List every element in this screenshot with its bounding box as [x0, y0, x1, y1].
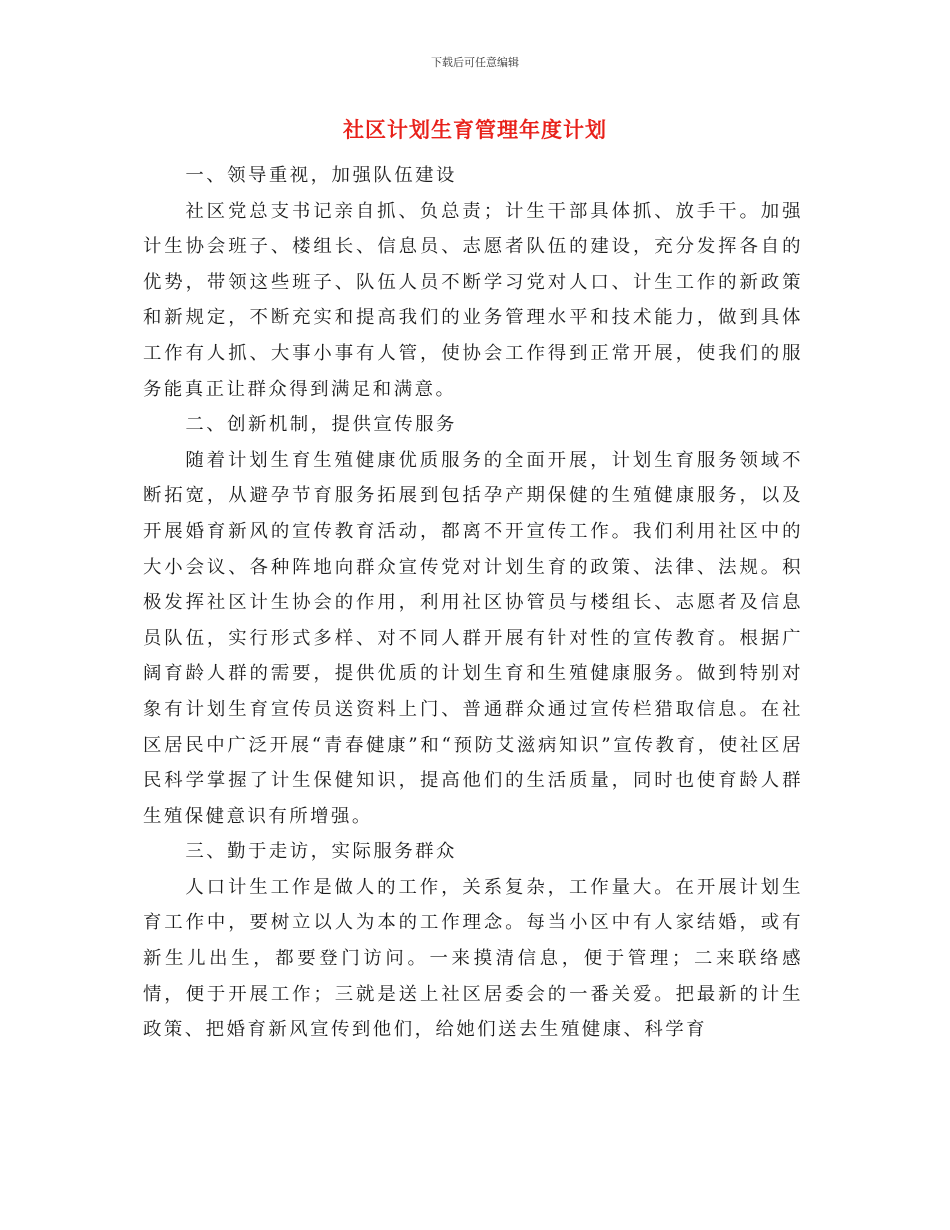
document-body [143, 158, 803, 1048]
header-note: 下载后可任意编辑 [431, 56, 519, 69]
section-heading-1: 一、领导重视，加强队伍建设 [185, 165, 457, 186]
section-heading-3: 三、勤于走访，实际服务群众 [185, 841, 457, 863]
paragraph-3: 人口计生工作是做人的工作，关系复杂，工作量大。在开展计划生育工作中，要树立以人为本的工作理念。每当小区中有人家结婚，或有新生儿出生，都要登门访问。一来摸清信息，便于管理；二来联络感情，便于开展工作；三就是送上社区居委会的一番关爱。把最新的计生政策、把婚育新风宣传到他们，给她们送去生殖健康、科学育 [143, 876, 803, 1041]
section-heading-2: 二、创新机制，提供宣传服务 [185, 414, 457, 436]
document-title: 社区计划生育管理年度计划 [343, 117, 607, 142]
paragraph-2: 随着计划生育生殖健康优质服务的全面开展，计划生育服务领域不断拓宽，从避孕节育服务拓展到包括孕产期保健的生殖健康服务，以及开展婚育新风的宣传教育活动，都离不开宣传工作。我们利用社区中的大小会议、各种阵地向群众宣传党对计划生育的政策、法律、法规。积极发挥社区计生协会的作用，利用社区协管员与楼组长、志愿者及信息员队伍，实行形式多样、对不同人群开展有针对性的宣传教育。根据广阔育龄人群的需要，提供优质的计划生育和生殖健康服务。做到特别对象有计划生育宣传员送资料上门、普通群众通过宣传栏猎取信息。在社区居民中广泛开展“青春健康”和“预防艾滋病知识”宣传教育，使社区居民科学掌握了计生保健知识，提高他们的生活质量，同时也使育龄人群生殖保健意识有所增强。 [143, 449, 803, 827]
paragraph-1: 社区党总支书记亲自抓、负总责；计生干部具体抓、放手干。加强计生协会班子、楼组长、信息员、志愿者队伍的建设，充分发挥各自的优势，带领这些班子、队伍人员不断学习党对人口、计生工作的新政策和新规定，不断充实和提高我们的业务管理水平和技术能力，做到具体工作有人抓、大事小事有人管，使协会工作得到正常开展，使我们的服务能真正让群众得到满足和满意。 [143, 200, 803, 400]
